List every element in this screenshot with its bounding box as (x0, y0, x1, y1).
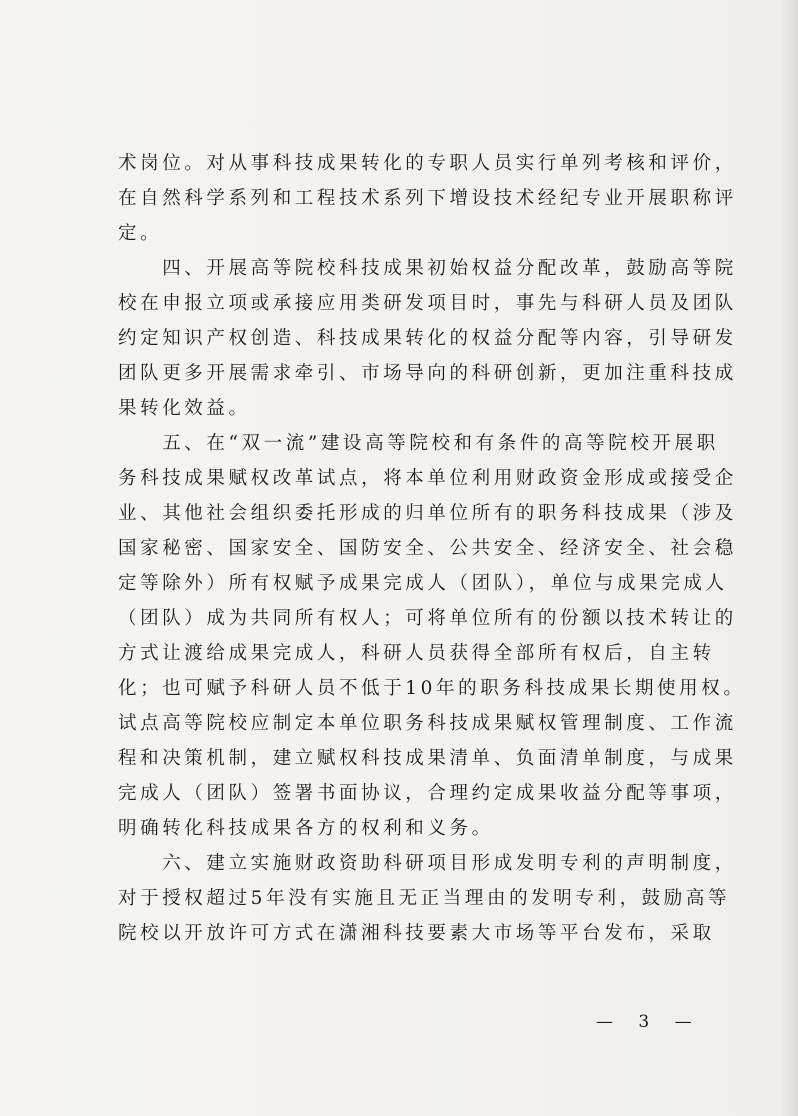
text-line: 定。 (118, 223, 163, 244)
page-number: — 3 — (596, 1012, 702, 1032)
text-line: 校在申报立项或承接应用类研发项目时，事先与科研人员及团队 (118, 293, 737, 314)
text-line: 约定知识产权创造、科技成果转化的权益分配等内容，引导研发 (118, 328, 737, 349)
text-line: 试点高等院校应制定本单位职务科技成果赋权管理制度、工作流 (118, 713, 737, 734)
text-line: 业、其他社会组织委托形成的归单位所有的职务科技成果（涉及 (118, 503, 737, 524)
text-line: 务科技成果赋权改革试点，将本单位利用财政资金形成或接受企 (118, 468, 737, 489)
text-line: 六、建立实施财政资助科研项目形成发明专利的声明制度， (118, 853, 737, 874)
body-text (118, 146, 746, 951)
text-line: 程和决策机制，建立赋权科技成果清单、负面清单制度，与成果 (118, 748, 737, 769)
page-edge-shadow (780, 0, 798, 1116)
text-line: 四、开展高等院校科技成果初始权益分配改革，鼓励高等院 (118, 258, 737, 279)
text-line: 完成人（团队）签署书面协议，合理约定成果收益分配等事项， (118, 783, 737, 804)
text-line: 果转化效益。 (118, 398, 251, 419)
text-line: 明确转化科技成果各方的权利和义务。 (118, 818, 494, 839)
text-line: 化；也可赋予科研人员不低于10年的职务科技成果长期使用权。 (118, 678, 746, 699)
text-line: 院校以开放许可方式在潇湘科技要素大市场等平台发布，采取 (118, 923, 715, 944)
text-line: 团队更多开展需求牵引、市场导向的科研创新，更加注重科技成 (118, 363, 737, 384)
text-line: 对于授权超过5年没有实施且无正当理由的发明专利，鼓励高等 (118, 888, 731, 909)
text-line: 五、在“双一流”建设高等院校和有条件的高等院校开展职 (118, 433, 719, 454)
text-line: 定等除外）所有权赋予成果完成人（团队），单位与成果完成人 (118, 573, 728, 594)
text-line: 方式让渡给成果完成人，科研人员获得全部所有权后，自主转 (118, 643, 715, 664)
text-line: （团队）成为共同所有权人；可将单位所有的份额以技术转让的 (118, 608, 737, 629)
text-line: 在自然科学系列和工程技术系列下增设技术经纪专业开展职称评 (118, 188, 737, 209)
text-line: 国家秘密、国家安全、国防安全、公共安全、经济安全、社会稳 (118, 538, 737, 559)
text-line: 术岗位。对从事科技成果转化的专职人员实行单列考核和评价， (118, 153, 737, 174)
